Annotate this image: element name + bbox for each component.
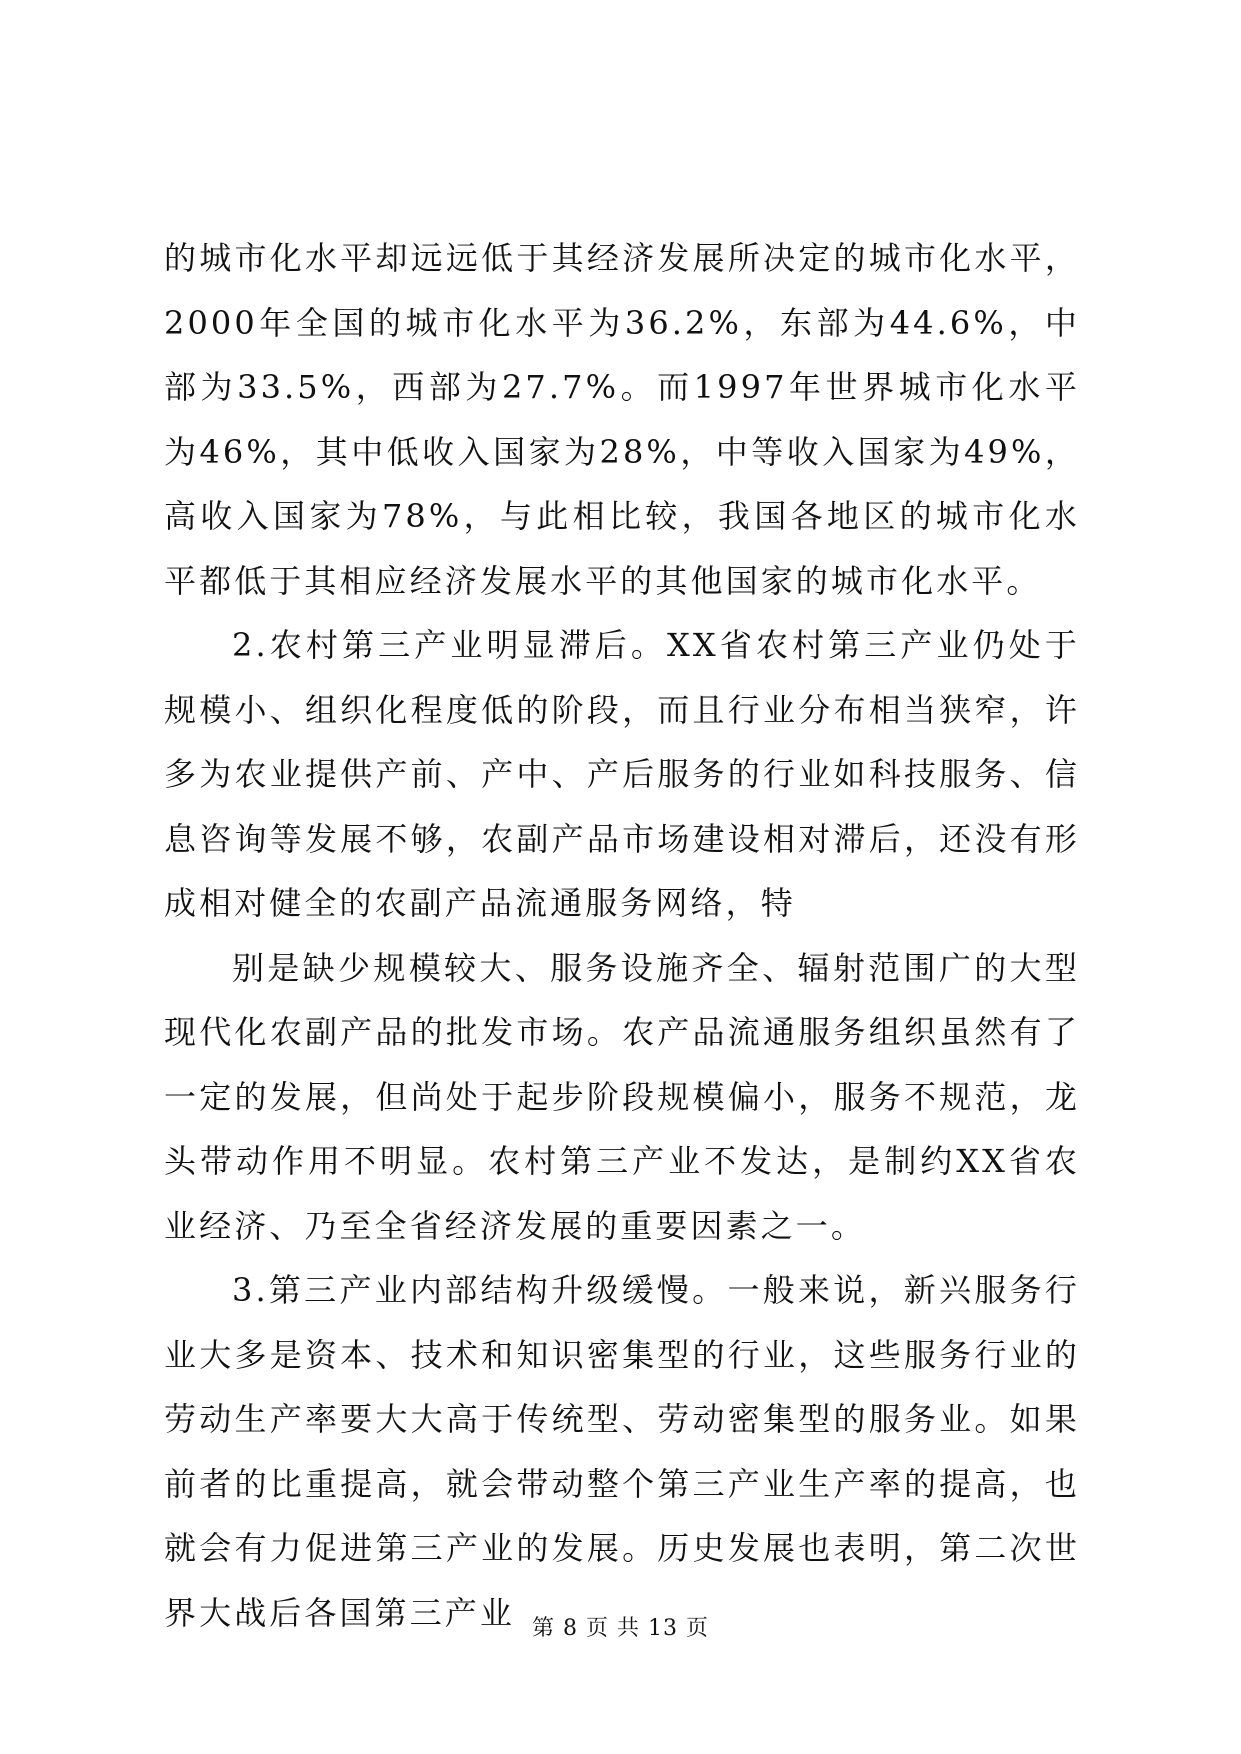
paragraph-wholesale-markets: 别是缺少规模较大、服务设施齐全、辐射范围广的大型现代化农副产品的批发市场。农产品流通服务组织虽然有了一定的发展，但尚处于起步阶段规模偏小，服务不规范，龙头带动作用不明显。农村第三产业不发达，是制约XX省农业经济、乃至全省经济发展的重要因素之一。 <box>164 948 1080 1245</box>
document-body <box>164 226 1080 1645</box>
page-number-footer: 第 8 页 共 13 页 <box>532 1616 709 1641</box>
paragraph-urbanization-levels: 的城市化水平却远远低于其经济发展所决定的城市化水平，2000年全国的城市化水平为36.2%，东部为44.6%，中部为33.5%，西部为27.7%。而1997年世界城市化水平为46%，其中低收入国家为28%，中等收入国家为49%，高收入国家为78%，与此相比较，我国各地区的城市化水平都低于其相应经济发展水平的其他国家的城市化水平。 <box>164 239 1080 600</box>
paragraph-structure-upgrade: 3.第三产业内部结构升级缓慢。一般来说，新兴服务行业大多是资本、技术和知识密集型的行业，这些服务行业的劳动生产率要大大高于传统型、劳动密集型的服务业。如果前者的比重提高，就会带动整个第三产业生产率的提高，也就会有力促进第三产业的发展。历史发展也表明，第二次世界大战后各国第三产业 <box>164 1271 1080 1632</box>
paragraph-rural-tertiary-lagging: 2.农村第三产业明显滞后。XX省农村第三产业仍处于规模小、组织化程度低的阶段，而且行业分布相当狭窄，许多为农业提供产前、产中、产后服务的行业如科技服务、信息咨询等发展不够，农副产品市场建设相对滞后，还没有形成相对健全的农副产品流通服务网络，特 <box>164 626 1080 922</box>
